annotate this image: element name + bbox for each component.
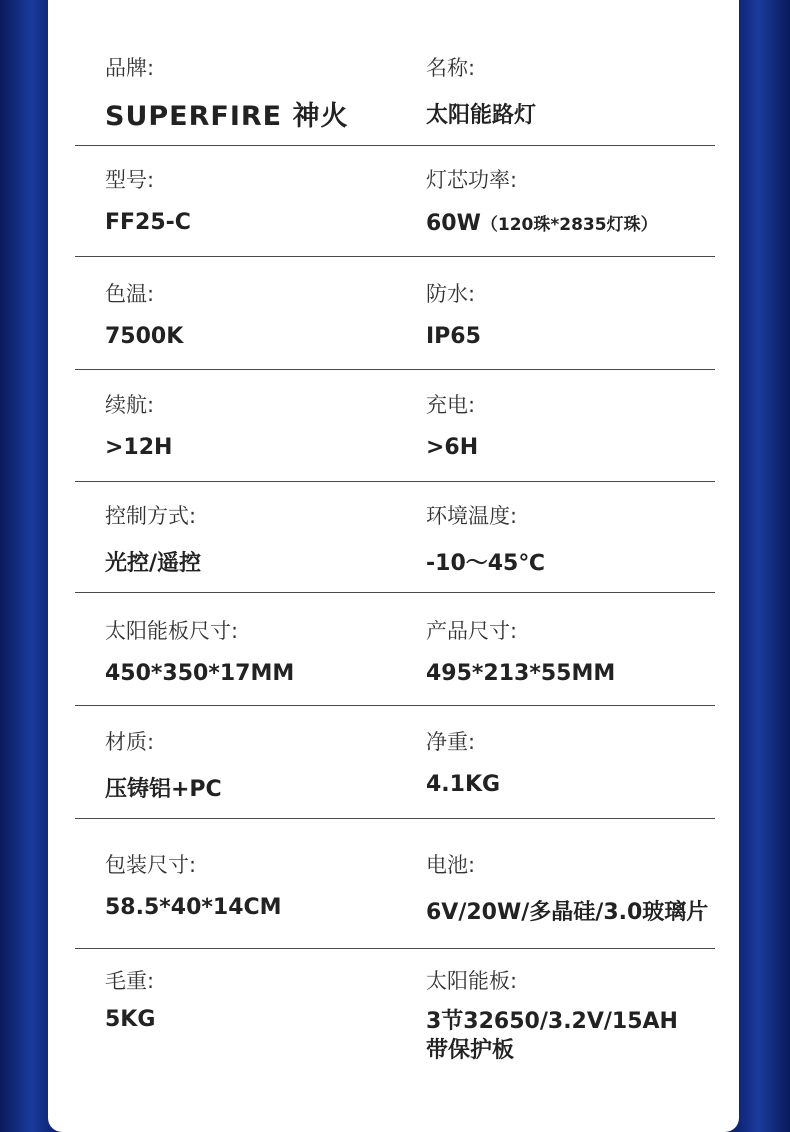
spec-label: 包装尺寸: — [105, 853, 197, 877]
spec-label: 充电: — [426, 393, 476, 417]
spec-cell-solar-panel — [426, 965, 706, 1065]
spec-label: 材质: — [105, 730, 155, 754]
spec-cell-net-weight — [426, 726, 500, 797]
spec-value: 4.1KG — [426, 772, 501, 797]
spec-label: 灯芯功率: — [426, 168, 518, 192]
spec-value: 6V/20W/多晶硅/3.0玻璃片 — [426, 900, 709, 925]
spec-row — [75, 482, 715, 593]
spec-cell-package-size — [105, 849, 282, 920]
spec-cell-waterproof — [426, 278, 481, 349]
spec-label: 型号: — [105, 168, 155, 192]
spec-row — [75, 146, 715, 257]
spec-value: 5KG — [105, 1007, 156, 1032]
spec-row — [75, 819, 715, 949]
spec-value: 光控/遥控 — [105, 551, 202, 576]
spec-row — [75, 706, 715, 819]
spec-label: 太阳能板尺寸: — [105, 619, 239, 643]
spec-label: 品牌: — [105, 56, 155, 80]
spec-cell-gross-weight — [105, 965, 155, 1032]
power-value: 60W — [426, 211, 481, 236]
spec-label: 毛重: — [105, 969, 155, 993]
spec-cell-panel-size — [105, 615, 294, 686]
spec-cell-control — [105, 500, 201, 577]
spec-value: 压铸铝+PC — [105, 777, 222, 802]
spec-cell-power — [426, 164, 658, 236]
spec-row — [75, 257, 715, 370]
spec-cell-color-temp — [105, 278, 183, 349]
spec-label: 续航: — [105, 393, 155, 417]
spec-cell-name — [426, 52, 536, 129]
spec-value: 58.5*40*14CM — [105, 895, 282, 920]
spec-label: 控制方式: — [105, 504, 197, 528]
spec-label: 太阳能板: — [426, 969, 518, 993]
spec-cell-endurance — [105, 389, 172, 460]
spec-value: FF25-C — [105, 210, 191, 235]
spec-value: 450*350*17MM — [105, 661, 295, 686]
spec-value: >6H — [426, 435, 479, 460]
spec-value: 495*213*55MM — [426, 661, 616, 686]
spec-label: 色温: — [105, 282, 155, 306]
spec-row — [75, 593, 715, 706]
spec-cell-model — [105, 164, 191, 235]
spec-label: 防水: — [426, 282, 476, 306]
spec-cell-charge — [426, 389, 478, 460]
spec-cell-material — [105, 726, 222, 803]
spec-cell-env-temp — [426, 500, 545, 577]
spec-value: 太阳能路灯 — [426, 103, 537, 128]
spec-cell-brand — [105, 52, 349, 133]
spec-label: 净重: — [426, 730, 476, 754]
spec-row — [75, 30, 715, 146]
brand-logo: SUPERFIRE 神火 — [105, 101, 349, 132]
spec-value: 3节32650/3.2V/15AH 带保护板 — [426, 1009, 678, 1063]
spec-value — [426, 210, 658, 236]
spec-cell-battery — [426, 849, 708, 926]
spec-value: >12H — [105, 435, 173, 460]
spec-value: IP65 — [426, 324, 481, 349]
spec-value: -10～45℃ — [426, 551, 546, 576]
spec-row — [75, 949, 715, 1079]
spec-row — [75, 370, 715, 482]
spec-cell-product-size — [426, 615, 615, 686]
spec-label: 环境温度: — [426, 504, 518, 528]
spec-label: 电池: — [426, 853, 476, 877]
spec-label: 名称: — [426, 56, 476, 80]
spec-value: 7500K — [105, 324, 184, 349]
power-note: （120珠*2835灯珠） — [480, 215, 658, 235]
spec-label: 产品尺寸: — [426, 619, 518, 643]
